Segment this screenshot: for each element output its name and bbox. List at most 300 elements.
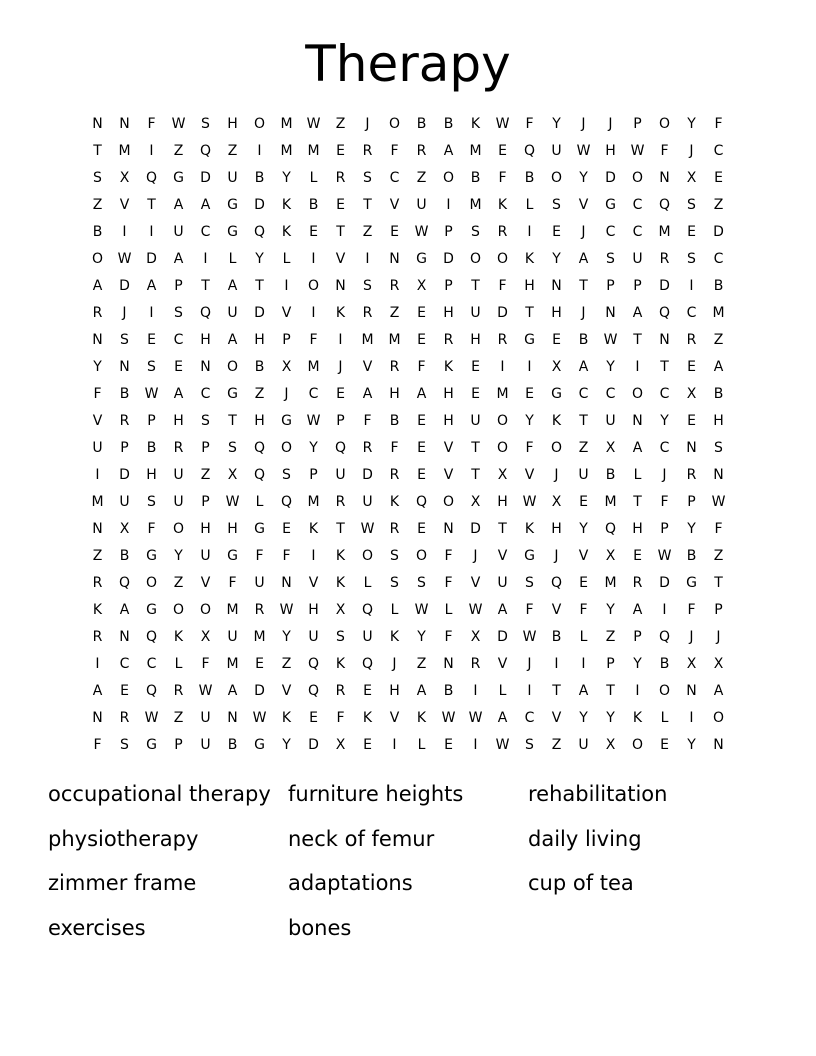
word-bank-item: adaptations — [288, 871, 413, 895]
grid-letter: G — [146, 602, 157, 618]
grid-letter: Y — [660, 413, 669, 429]
grid-letter: E — [471, 386, 480, 402]
word-bank-item: zimmer frame — [48, 871, 197, 895]
grid-letter: T — [471, 278, 480, 294]
grid-letter: T — [633, 494, 642, 510]
grid-letter: S — [417, 575, 426, 591]
grid-letter: W — [171, 116, 186, 132]
grid-row — [84, 624, 732, 651]
grid-letter: O — [172, 602, 185, 618]
word-bank-item: physiotherapy — [48, 826, 199, 851]
grid-letter: W — [117, 251, 132, 267]
grid-letter: F — [444, 629, 453, 645]
grid-letter: K — [281, 197, 292, 213]
grid-letter: I — [473, 737, 478, 753]
grid-letter: F — [147, 521, 156, 537]
grid-letter: M — [496, 386, 509, 402]
grid-letter: A — [443, 143, 454, 159]
grid-letter: Y — [687, 737, 696, 753]
grid-letter: V — [551, 602, 562, 618]
grid-letter: Y — [606, 359, 615, 375]
grid-letter: T — [471, 440, 480, 456]
grid-letter: E — [687, 359, 696, 375]
grid-letter: S — [363, 170, 372, 186]
grid-letter: N — [227, 710, 238, 726]
grid-letter: U — [578, 467, 589, 483]
grid-letter: V — [443, 467, 454, 483]
grid-letter: A — [632, 305, 643, 321]
grid-letter: Q — [361, 656, 374, 672]
grid-letter: S — [336, 629, 345, 645]
grid-letter: V — [308, 575, 319, 591]
grid-letter: W — [360, 521, 375, 537]
grid-letter: I — [95, 656, 100, 672]
grid-letter: B — [254, 170, 265, 186]
grid-letter: X — [686, 170, 697, 186]
grid-letter: J — [581, 224, 586, 240]
grid-letter: I — [581, 656, 586, 672]
grid-letter: J — [527, 656, 532, 672]
grid-letter: D — [497, 305, 508, 321]
word-bank-item: bones — [288, 915, 352, 940]
grid-letter: K — [281, 710, 292, 726]
grid-letter: M — [469, 197, 482, 213]
grid-letter: I — [662, 602, 667, 618]
grid-letter: U — [254, 575, 265, 591]
grid-letter: J — [473, 548, 478, 564]
grid-letter: S — [525, 737, 534, 753]
grid-letter: O — [307, 278, 320, 294]
grid-letter: C — [605, 386, 616, 402]
grid-letter: P — [174, 278, 183, 294]
grid-letter: F — [147, 116, 156, 132]
grid-letter: E — [174, 359, 183, 375]
grid-letter: L — [417, 737, 426, 753]
word-bank-item: daily living — [528, 826, 642, 851]
grid-letter: P — [201, 440, 210, 456]
grid-letter: I — [149, 305, 154, 321]
grid-row — [84, 435, 732, 462]
grid-letter: Q — [415, 494, 428, 510]
grid-letter: U — [173, 467, 184, 483]
grid-letter: O — [226, 359, 239, 375]
grid-letter: F — [579, 602, 588, 618]
grid-letter: X — [119, 521, 130, 537]
grid-letter: U — [416, 197, 427, 213]
word-bank-item: furniture heights — [288, 782, 464, 806]
grid-letter: Y — [579, 710, 588, 726]
grid-letter: E — [444, 737, 453, 753]
grid-letter: Z — [713, 332, 724, 348]
grid-letter: K — [524, 251, 535, 267]
grid-letter: T — [336, 224, 345, 240]
grid-letter: F — [714, 116, 723, 132]
grid-letter: K — [470, 116, 481, 132]
grid-letter: P — [147, 413, 156, 429]
grid-letter: T — [228, 413, 237, 429]
grid-letter: E — [417, 467, 426, 483]
grid-letter: E — [147, 332, 156, 348]
word-bank — [48, 777, 768, 955]
grid-letter: E — [660, 737, 669, 753]
grid-row — [84, 273, 732, 300]
grid-letter: S — [714, 440, 723, 456]
grid-letter: H — [443, 413, 454, 429]
grid-letter: S — [471, 224, 480, 240]
grid-letter: H — [227, 116, 238, 132]
grid-letter: C — [524, 710, 535, 726]
grid-letter: X — [470, 629, 481, 645]
grid-letter: W — [306, 116, 321, 132]
grid-letter: F — [255, 548, 264, 564]
grid-letter: J — [554, 467, 559, 483]
grid-letter: K — [389, 629, 400, 645]
grid-letter: X — [281, 359, 292, 375]
grid-letter: K — [281, 224, 292, 240]
grid-letter: G — [686, 575, 697, 591]
grid-row — [84, 192, 732, 219]
grid-row — [84, 138, 732, 165]
grid-letter: B — [659, 656, 670, 672]
grid-letter: V — [119, 197, 130, 213]
grid-letter: X — [551, 494, 562, 510]
grid-letter: P — [633, 116, 642, 132]
grid-letter: P — [714, 602, 723, 618]
grid-letter: Q — [199, 305, 212, 321]
grid-letter: R — [389, 521, 400, 537]
letter-grid — [84, 111, 732, 759]
grid-letter: B — [443, 683, 454, 699]
grid-letter: Y — [255, 251, 264, 267]
word-bank-item: neck of femur — [288, 826, 435, 851]
grid-row — [84, 651, 732, 678]
grid-letter: E — [417, 440, 426, 456]
grid-letter: E — [471, 359, 480, 375]
grid-letter: I — [311, 251, 316, 267]
grid-letter: D — [119, 278, 130, 294]
grid-letter: H — [524, 278, 535, 294]
grid-letter: I — [95, 467, 100, 483]
grid-letter: G — [524, 332, 535, 348]
grid-letter: O — [712, 710, 725, 726]
grid-letter: C — [713, 143, 724, 159]
grid-letter: Q — [658, 305, 671, 321]
grid-letter: F — [525, 440, 534, 456]
grid-letter: W — [306, 413, 321, 429]
grid-letter: P — [606, 656, 615, 672]
grid-letter: Q — [523, 143, 536, 159]
grid-letter: Z — [281, 656, 292, 672]
grid-letter: O — [253, 116, 266, 132]
grid-letter: O — [145, 575, 158, 591]
grid-letter: Z — [578, 440, 589, 456]
grid-letter: W — [522, 494, 537, 510]
grid-letter: O — [631, 386, 644, 402]
grid-letter: M — [658, 224, 671, 240]
grid-letter: T — [579, 413, 588, 429]
grid-letter: D — [119, 467, 130, 483]
grid-letter: W — [576, 143, 591, 159]
grid-letter: C — [200, 386, 211, 402]
grid-letter: A — [119, 602, 130, 618]
grid-letter: G — [605, 197, 616, 213]
grid-letter: N — [713, 467, 724, 483]
grid-letter: C — [173, 332, 184, 348]
grid-letter: W — [252, 710, 267, 726]
grid-letter: E — [120, 683, 129, 699]
grid-letter: S — [552, 197, 561, 213]
grid-letter: I — [338, 332, 343, 348]
grid-letter: B — [119, 548, 130, 564]
grid-letter: Z — [605, 629, 616, 645]
grid-letter: Y — [282, 737, 291, 753]
grid-letter: A — [416, 683, 427, 699]
grid-letter: A — [362, 386, 373, 402]
grid-letter: G — [146, 737, 157, 753]
grid-letter: L — [228, 251, 237, 267]
grid-letter: B — [443, 116, 454, 132]
grid-letter: F — [498, 278, 507, 294]
grid-letter: W — [657, 548, 672, 564]
word-bank-item: rehabilitation — [528, 782, 668, 806]
grid-letter: R — [362, 440, 373, 456]
grid-letter: K — [551, 413, 562, 429]
grid-letter: C — [119, 656, 130, 672]
grid-row — [84, 705, 732, 732]
grid-letter: F — [660, 143, 669, 159]
grid-letter: I — [311, 548, 316, 564]
grid-letter: M — [604, 494, 617, 510]
grid-letter: U — [200, 710, 211, 726]
grid-letter: T — [525, 305, 534, 321]
grid-letter: Y — [174, 548, 183, 564]
grid-letter: Q — [118, 575, 131, 591]
grid-letter: U — [227, 305, 238, 321]
grid-letter: W — [468, 602, 483, 618]
grid-letter: V — [443, 440, 454, 456]
grid-letter: Q — [307, 683, 320, 699]
grid-letter: D — [254, 197, 265, 213]
grid-letter: P — [201, 494, 210, 510]
grid-letter: W — [495, 116, 510, 132]
grid-letter: B — [686, 548, 697, 564]
grid-letter: S — [201, 413, 210, 429]
grid-letter: Z — [551, 737, 562, 753]
grid-row — [84, 165, 732, 192]
grid-letter: C — [632, 224, 643, 240]
grid-letter: A — [200, 197, 211, 213]
grid-letter: X — [605, 737, 616, 753]
grid-letter: M — [361, 332, 374, 348]
grid-letter: X — [335, 602, 346, 618]
grid-row — [84, 570, 732, 597]
grid-letter: P — [444, 278, 453, 294]
grid-letter: Y — [687, 521, 696, 537]
grid-letter: I — [365, 251, 370, 267]
grid-letter: T — [606, 683, 615, 699]
grid-row — [84, 111, 732, 138]
grid-letter: C — [659, 386, 670, 402]
grid-letter: M — [307, 143, 320, 159]
grid-letter: Q — [253, 467, 266, 483]
grid-letter: O — [415, 548, 428, 564]
grid-letter: O — [442, 170, 455, 186]
grid-letter: D — [443, 251, 454, 267]
grid-letter: T — [552, 683, 561, 699]
grid-letter: M — [280, 143, 293, 159]
grid-letter: Y — [417, 629, 426, 645]
grid-letter: F — [444, 575, 453, 591]
grid-letter: R — [119, 413, 130, 429]
grid-letter: O — [631, 170, 644, 186]
grid-letter: K — [173, 629, 184, 645]
grid-letter: F — [714, 521, 723, 537]
grid-letter: N — [335, 278, 346, 294]
grid-letter: X — [686, 656, 697, 672]
grid-letter: V — [362, 359, 373, 375]
grid-row — [84, 462, 732, 489]
grid-row — [84, 678, 732, 705]
grid-letter: Y — [579, 170, 588, 186]
grid-letter: B — [389, 413, 400, 429]
page-title: Therapy — [305, 35, 511, 93]
grid-letter: B — [146, 440, 157, 456]
grid-letter: E — [417, 305, 426, 321]
grid-letter: U — [173, 494, 184, 510]
grid-letter: P — [687, 494, 696, 510]
grid-letter: H — [200, 521, 211, 537]
grid-letter: J — [716, 629, 721, 645]
grid-letter: P — [606, 278, 615, 294]
grid-letter: F — [282, 548, 291, 564]
grid-letter: O — [361, 548, 374, 564]
grid-letter: O — [550, 440, 563, 456]
grid-letter: Y — [282, 629, 291, 645]
grid-letter: L — [309, 170, 318, 186]
grid-letter: L — [444, 602, 453, 618]
grid-letter: A — [632, 602, 643, 618]
grid-letter: N — [92, 116, 103, 132]
grid-letter: I — [149, 224, 154, 240]
grid-row — [84, 219, 732, 246]
grid-letter: C — [659, 440, 670, 456]
grid-letter: V — [389, 710, 400, 726]
grid-letter: X — [227, 467, 238, 483]
grid-letter: E — [633, 548, 642, 564]
grid-letter: E — [687, 224, 696, 240]
grid-letter: A — [146, 278, 157, 294]
grid-letter: F — [93, 737, 102, 753]
grid-letter: X — [551, 359, 562, 375]
grid-letter: L — [282, 251, 291, 267]
grid-row — [84, 327, 732, 354]
grid-letter: D — [713, 224, 724, 240]
grid-letter: S — [93, 170, 102, 186]
grid-letter: H — [497, 494, 508, 510]
grid-letter: G — [173, 170, 184, 186]
grid-letter: Z — [173, 575, 184, 591]
grid-letter: W — [414, 602, 429, 618]
grid-letter: H — [254, 332, 265, 348]
grid-letter: Y — [579, 521, 588, 537]
grid-letter: F — [309, 332, 318, 348]
grid-letter: E — [336, 197, 345, 213]
grid-letter: F — [93, 386, 102, 402]
grid-letter: U — [578, 737, 589, 753]
grid-letter: V — [281, 305, 292, 321]
grid-letter: H — [308, 602, 319, 618]
grid-letter: U — [470, 305, 481, 321]
grid-letter: A — [578, 359, 589, 375]
grid-letter: C — [713, 251, 724, 267]
grid-letter: O — [199, 602, 212, 618]
grid-letter: W — [630, 143, 645, 159]
grid-letter: B — [551, 629, 562, 645]
grid-letter: B — [308, 197, 319, 213]
grid-letter: A — [227, 332, 238, 348]
grid-letter: K — [524, 521, 535, 537]
grid-letter: W — [522, 629, 537, 645]
grid-letter: N — [632, 413, 643, 429]
grid-letter: X — [686, 386, 697, 402]
grid-letter: G — [227, 197, 238, 213]
grid-letter: P — [633, 629, 642, 645]
grid-letter: Y — [525, 413, 534, 429]
grid-letter: V — [92, 413, 103, 429]
grid-letter: M — [604, 575, 617, 591]
grid-letter: H — [200, 332, 211, 348]
grid-letter: T — [201, 278, 210, 294]
grid-letter: R — [119, 710, 130, 726]
grid-letter: Q — [145, 629, 158, 645]
grid-letter: N — [92, 710, 103, 726]
grid-letter: S — [606, 251, 615, 267]
grid-letter: J — [284, 386, 289, 402]
grid-letter: R — [470, 656, 481, 672]
grid-letter: P — [633, 278, 642, 294]
grid-letter: K — [416, 710, 427, 726]
grid-letter: L — [579, 629, 588, 645]
grid-letter: S — [228, 440, 237, 456]
grid-letter: N — [659, 332, 670, 348]
grid-letter: Q — [145, 170, 158, 186]
grid-letter: G — [227, 548, 238, 564]
grid-letter: V — [470, 575, 481, 591]
grid-letter: Z — [227, 143, 238, 159]
grid-letter: P — [120, 440, 129, 456]
grid-letter: E — [552, 332, 561, 348]
grid-letter: H — [470, 332, 481, 348]
grid-letter: T — [255, 278, 264, 294]
grid-letter: D — [362, 467, 373, 483]
grid-letter: P — [282, 332, 291, 348]
grid-letter: A — [497, 710, 508, 726]
grid-row — [84, 300, 732, 327]
grid-letter: S — [147, 494, 156, 510]
grid-letter: T — [336, 521, 345, 537]
grid-letter: O — [658, 116, 671, 132]
grid-letter: B — [524, 170, 535, 186]
grid-letter: A — [227, 278, 238, 294]
grid-letter: H — [713, 413, 724, 429]
grid-letter: F — [525, 602, 534, 618]
grid-letter: G — [227, 386, 238, 402]
grid-letter: H — [227, 521, 238, 537]
grid-letter: Z — [713, 548, 724, 564]
grid-letter: U — [119, 494, 130, 510]
grid-letter: D — [200, 170, 211, 186]
grid-letter: N — [119, 116, 130, 132]
